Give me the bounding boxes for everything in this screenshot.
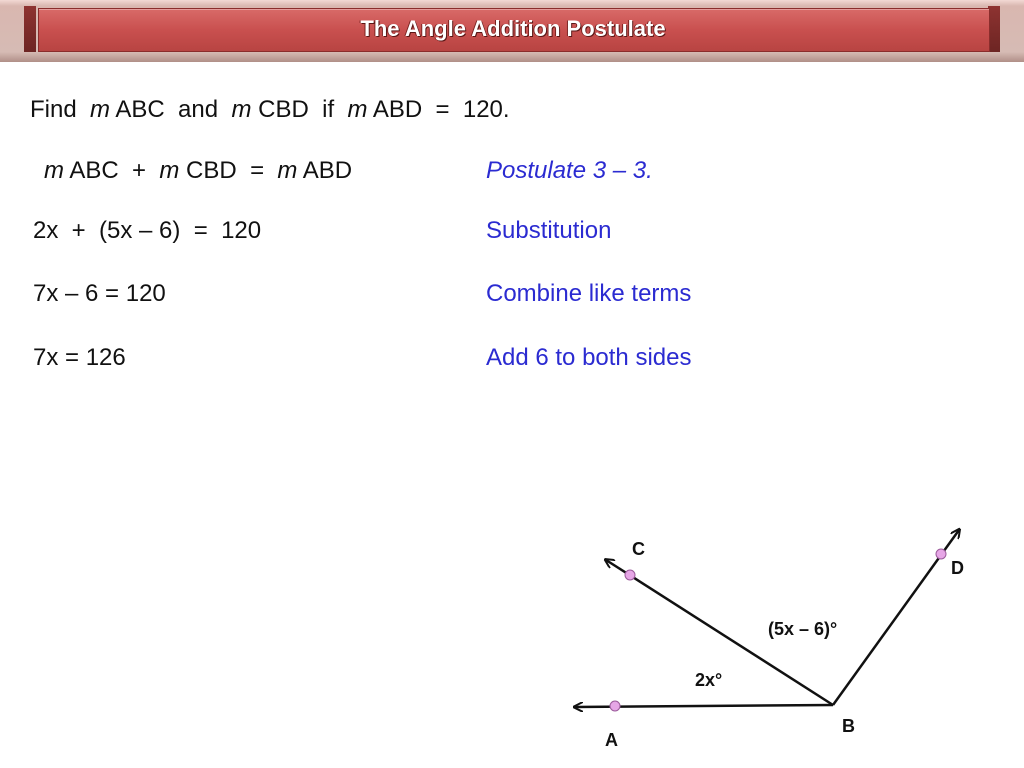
problem-abd: ABD = 120. xyxy=(367,96,510,123)
angle-abc-label: 2x° xyxy=(695,670,723,690)
label-b: B xyxy=(842,716,855,736)
angle-cbd-label: (5x – 6)° xyxy=(768,619,838,639)
slide-title: The Angle Addition Postulate xyxy=(360,16,666,41)
point-d xyxy=(936,549,946,559)
label-a: A xyxy=(605,730,618,750)
step-1-m1: m xyxy=(44,157,64,184)
step-1-cbd: CBD = xyxy=(179,157,278,184)
problem-find: Find xyxy=(30,96,84,123)
step-1-abc: ABC + xyxy=(64,157,160,184)
label-d: D xyxy=(951,558,964,578)
step-2-reason: Substitution xyxy=(486,217,612,244)
step-1-reason: Postulate 3 – 3. xyxy=(486,157,653,184)
step-3-equation: 7x – 6 = 120 xyxy=(33,280,166,307)
point-c xyxy=(625,570,635,580)
label-c: C xyxy=(632,539,645,559)
step-4-reason: Add 6 to both sides xyxy=(486,344,692,371)
step-3-reason: Combine like terms xyxy=(486,280,692,307)
problem-cbd: CBD if xyxy=(251,96,341,123)
step-4-equation: 7x = 126 xyxy=(33,344,126,371)
point-a xyxy=(610,701,620,711)
problem-m1: m xyxy=(90,96,111,123)
problem-m2: m xyxy=(231,96,252,123)
problem-abc: ABC and xyxy=(110,96,225,123)
step-1-abd: ABD xyxy=(297,157,353,184)
step-2-equation: 2x + (5x – 6) = 120 xyxy=(33,217,262,244)
step-1-m3: m xyxy=(277,157,298,184)
step-1-m2: m xyxy=(159,157,180,184)
problem-m3: m xyxy=(347,96,368,123)
